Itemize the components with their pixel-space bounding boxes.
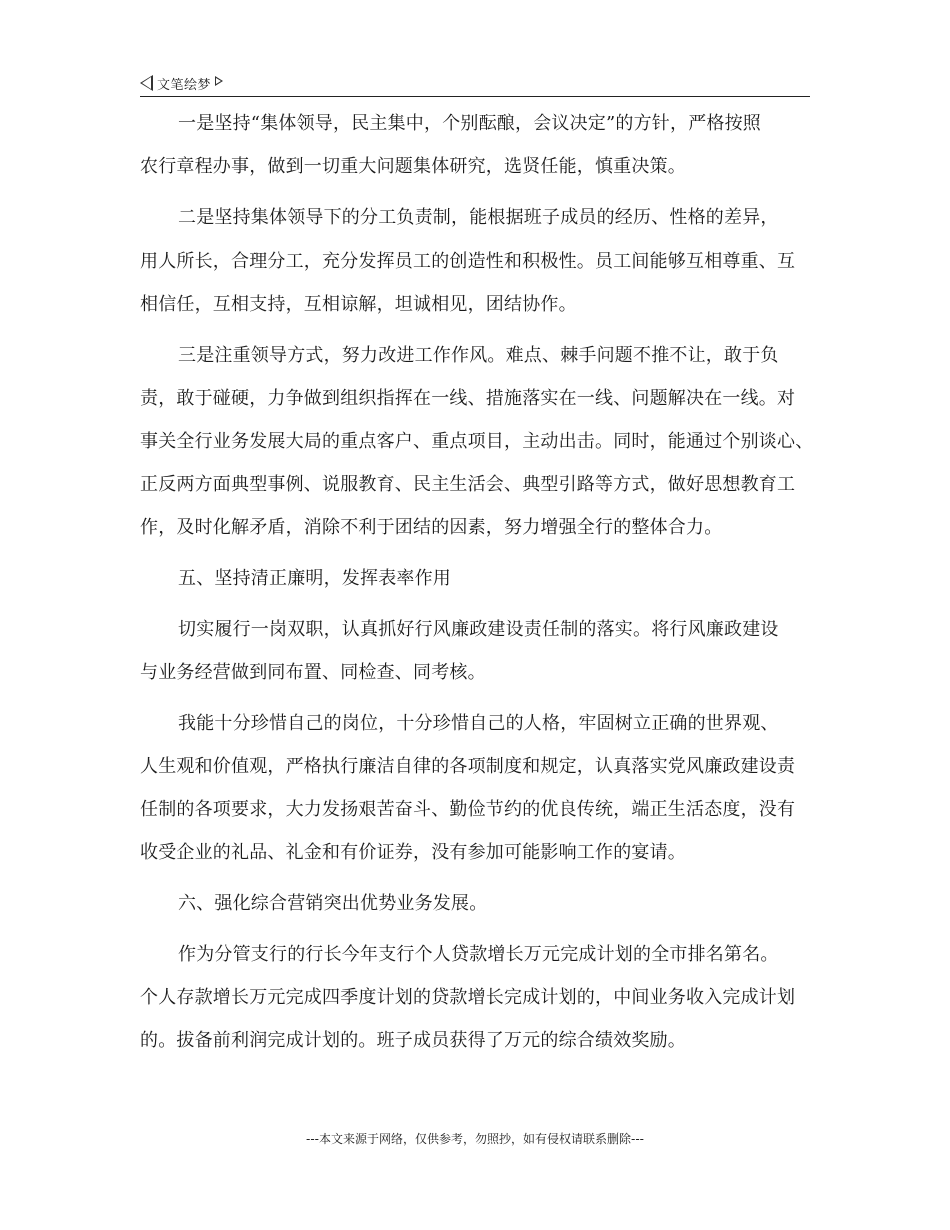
text-line: 个人存款增长万元完成四季度计划的贷款增长完成计划的，中间业务收入完成计划 (140, 987, 796, 1008)
text-line: 正反两方面典型事例、说服教育、民主生活会、典型引路等方式，做好思想教育工 (140, 474, 796, 495)
text-line: 用人所长，合理分工，充分发挥员工的创造性和积极性。员工间能够互相尊重、互 (140, 251, 796, 272)
header-brand: 文笔绘梦 (157, 78, 212, 93)
left-triangle-icon (140, 75, 153, 91)
page-header (140, 72, 810, 97)
section-heading: 六、强化综合营销突出优势业务发展。 (178, 893, 488, 914)
text-line: 切实履行一岗双职，认真抓好行风廉政建设责任制的落实。将行风廉政建设 (178, 619, 779, 640)
text-line: 农行章程办事，做到一切重大问题集体研究，选贤任能，慎重决策。 (140, 156, 686, 177)
text-line: 收受企业的礼品、礼金和有价证券，没有参加可能影响工作的宴请。 (140, 842, 686, 863)
text-line: 相信任，互相支持，互相谅解，坦诚相见，团结协作。 (140, 294, 577, 315)
text-line: 事关全行业务发展大局的重点客户、重点项目，主动出击。同时，能通过个别谈心、 (140, 431, 814, 452)
text-line: 责，敢于碰硬，力争做到组织指挥在一线、措施落实在一线、问题解决在一线。对 (140, 388, 796, 409)
text-line: 的。拔备前利润完成计划的。班子成员获得了万元的综合绩效奖励。 (140, 1030, 686, 1051)
text-line: 与业务经营做到同布置、同检查、同考核。 (140, 662, 486, 683)
section-heading: 五、坚持清正廉明，发挥表率作用 (178, 568, 451, 589)
text-line: 二是坚持集体领导下的分工负责制，能根据班子成员的经历、性格的差异， (178, 207, 779, 228)
text-line: 一是坚持“集体领导，民主集中，个别酝酿，会议决定”的方针，严格按照 (178, 113, 762, 134)
text-line: 任制的各项要求，大力发扬艰苦奋斗、勤俭节约的优良传统，端正生活态度，没有 (140, 799, 796, 820)
text-line: 人生观和价值观，严格执行廉洁自律的各项制度和规定，认真落实党风廉政建设责 (140, 756, 796, 777)
text-line: 我能十分珍惜自己的岗位，十分珍惜自己的人格，牢固树立正确的世界观、 (178, 713, 779, 734)
text-line: 作为分管支行的行长今年支行个人贷款增长万元完成计划的全市排名第名。 (178, 944, 779, 965)
text-line: 三是注重领导方式，努力改进工作作风。难点、棘手问题不推不让，敢于负 (178, 345, 779, 366)
page-footer: ---本文来源于网络，仅供参考，勿照抄，如有侵权请联系删除--- (306, 1132, 644, 1146)
text-line: 作，及时化解矛盾，消除不利于团结的因素，努力增强全行的整体合力。 (140, 517, 723, 538)
right-triangle-icon (215, 76, 223, 86)
